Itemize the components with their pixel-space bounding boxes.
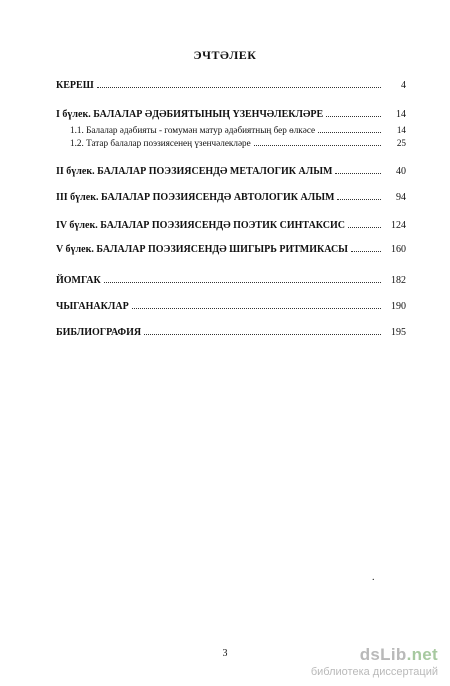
- toc-entry-label: II бүлек. БАЛАЛАР ПОЭЗИЯСЕНДӘ МЕТАЛОГИК АЛЫМ: [56, 166, 333, 177]
- toc-entry-label: I бүлек. БАЛАЛАР ӘДӘБИЯТЫНЫҢ ҮЗЕНЧӘЛЕКЛӘРЕ: [56, 109, 324, 120]
- toc-entry-page: 40: [396, 166, 406, 177]
- toc-entry-sources: [56, 301, 406, 313]
- toc-entry-chapter-4: [56, 220, 406, 232]
- toc-entry-label: БИБЛИОГРАФИЯ: [56, 327, 142, 338]
- dot-leader: [254, 145, 381, 146]
- toc-entry-label: V бүлек. БАЛАЛАР ПОЭЗИЯСЕНДӘ ШИГЫРЬ РИТМИКАСЫ: [56, 244, 349, 255]
- watermark: [311, 645, 438, 678]
- dot-leader: [326, 116, 381, 117]
- toc-entry-section-1-2: [70, 137, 406, 149]
- toc-entry-section-1-1: [70, 124, 406, 136]
- toc-entry-chapter-3: [56, 192, 406, 204]
- toc-entry-label: IV бүлек. БАЛАЛАР ПОЭЗИЯСЕНДӘ ПОЭТИК СИНТАКСИС: [56, 220, 346, 231]
- toc-entry-page: 195: [391, 327, 406, 338]
- watermark-brand-main: dsLib: [359, 645, 407, 664]
- toc-entry-page: 94: [396, 192, 406, 203]
- toc-entry-page: 14: [396, 125, 406, 135]
- document-title: ЭЧТӘЛЕК: [193, 48, 257, 62]
- toc-entry-page: 25: [396, 138, 406, 148]
- dot-leader: [348, 227, 381, 228]
- page-number: 3: [222, 648, 228, 659]
- dot-leader: [132, 308, 381, 309]
- dot-leader: [351, 251, 381, 252]
- dot-leader: [337, 199, 381, 200]
- toc-entry-label: ЙОМГАК: [56, 275, 101, 286]
- toc-entry-page: 124: [391, 220, 406, 231]
- watermark-subtitle: библиотека диссертаций: [310, 666, 438, 678]
- watermark-brand-tld: .net: [406, 645, 438, 664]
- toc-entry-chapter-1: [56, 109, 406, 121]
- toc-entry-page: 182: [391, 275, 406, 286]
- toc-entry-chapter-5: [56, 244, 406, 256]
- toc-entry-label: КЕРЕШ: [56, 80, 94, 91]
- toc-entry-label: ЧЫГАНАКЛАР: [56, 301, 129, 312]
- watermark-logo: [311, 645, 438, 665]
- dot-leader: [104, 282, 381, 283]
- toc-entry-chapter-2: [56, 166, 406, 178]
- toc-entry-introduction: [56, 80, 406, 92]
- toc-entry-page: 190: [391, 301, 406, 312]
- toc-entry-page: 160: [391, 244, 406, 255]
- toc-entry-label: 1.2. Татар балалар поэзиясенең үзенчәлекләре: [70, 138, 251, 148]
- toc-entry-bibliography: [56, 327, 406, 339]
- toc-entry-page: 4: [401, 80, 406, 91]
- toc-entry-label: 1.1. Балалар әдәбияты - гомумән матур әдәбиятның бер өлкәсе: [70, 125, 316, 135]
- dot-leader: [335, 173, 381, 174]
- toc-entry-label: III бүлек. БАЛАЛАР ПОЭЗИЯСЕНДӘ АВТОЛОГИК АЛЫМ: [56, 192, 335, 203]
- dot-leader: [97, 87, 381, 88]
- toc-entry-conclusion: [56, 275, 406, 287]
- stray-mark: .: [372, 572, 375, 583]
- dot-leader: [318, 132, 381, 133]
- toc-entry-page: 14: [396, 109, 406, 120]
- dot-leader: [144, 334, 381, 335]
